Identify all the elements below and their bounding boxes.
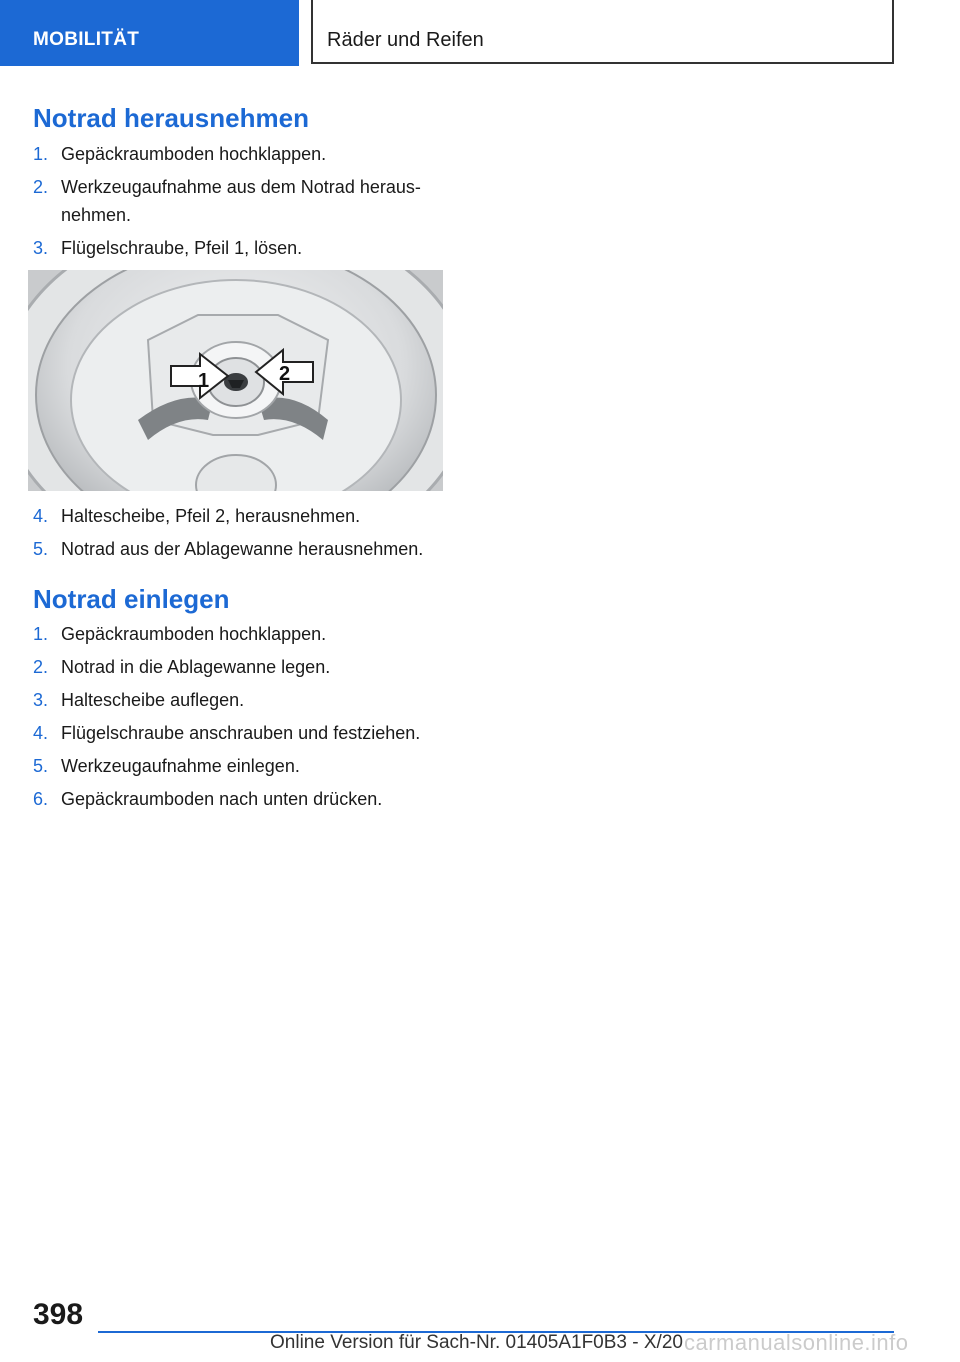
heading-insert: Notrad einlegen: [33, 584, 230, 614]
step-text: Gepäckraumboden nach unten drücken.: [61, 789, 383, 809]
list-item: [33, 535, 453, 563]
step-number: 1.: [33, 624, 49, 644]
step-number: 5.: [33, 539, 49, 559]
online-version-note: Online Version für Sach-Nr. 01405A1F0B3 - X/20: [270, 1332, 683, 1353]
step-text: Flügelschraube anschrauben und festziehen.: [61, 723, 421, 743]
chapter-title: Räder und Reifen: [327, 29, 484, 51]
figure-label-2: 2: [279, 363, 291, 385]
step-number: 5.: [33, 756, 49, 776]
spare-wheel-illustration: [28, 270, 443, 491]
step-number: 2.: [33, 177, 49, 197]
step-number: 4.: [33, 723, 49, 743]
heading-remove: Notrad herausnehmen: [33, 103, 309, 133]
list-item: [33, 140, 453, 168]
step-text: Haltescheibe, Pfeil 2, herausnehmen.: [61, 506, 361, 526]
watermark-text: carmanualsonline.info: [684, 1330, 909, 1355]
step-text: Gepäckraumboden hochklappen.: [61, 144, 327, 164]
step-text: Gepäckraumboden hochklappen.: [61, 624, 327, 644]
list-item: [33, 502, 453, 530]
list-item: [33, 620, 453, 648]
list-item: [33, 653, 453, 681]
list-item: [33, 752, 453, 780]
remove-steps-list: [33, 140, 453, 267]
spare-wheel-figure: [28, 270, 443, 491]
step-text: Haltescheibe auflegen.: [61, 690, 245, 710]
step-text: Flügelschraube, Pfeil 1, lösen.: [61, 238, 303, 258]
remove-steps-list-continued: [33, 502, 453, 568]
chapter-header: [311, 0, 894, 64]
list-item: [33, 173, 453, 229]
step-number: 4.: [33, 506, 49, 526]
step-text: Notrad in die Ablagewanne legen.: [61, 657, 331, 677]
list-item: [33, 234, 453, 262]
figure-label-1: 1: [198, 370, 210, 392]
list-item: [33, 785, 453, 813]
step-text: Werkzeugaufnahme einlegen.: [61, 756, 300, 776]
step-number: 3.: [33, 238, 49, 258]
step-number: 1.: [33, 144, 49, 164]
section-tab: [0, 0, 299, 66]
step-number: 2.: [33, 657, 49, 677]
step-text: Werkzeugaufnahme aus dem Notrad heraus-nehmen.: [61, 177, 421, 225]
step-text: Notrad aus der Ablagewanne herausnehmen.: [61, 539, 424, 559]
step-number: 6.: [33, 789, 49, 809]
section-title: MOBILITÄT: [33, 29, 140, 50]
step-number: 3.: [33, 690, 49, 710]
list-item: [33, 686, 453, 714]
list-item: [33, 719, 453, 747]
page-number: 398: [33, 1298, 84, 1331]
insert-steps-list: [33, 620, 453, 818]
